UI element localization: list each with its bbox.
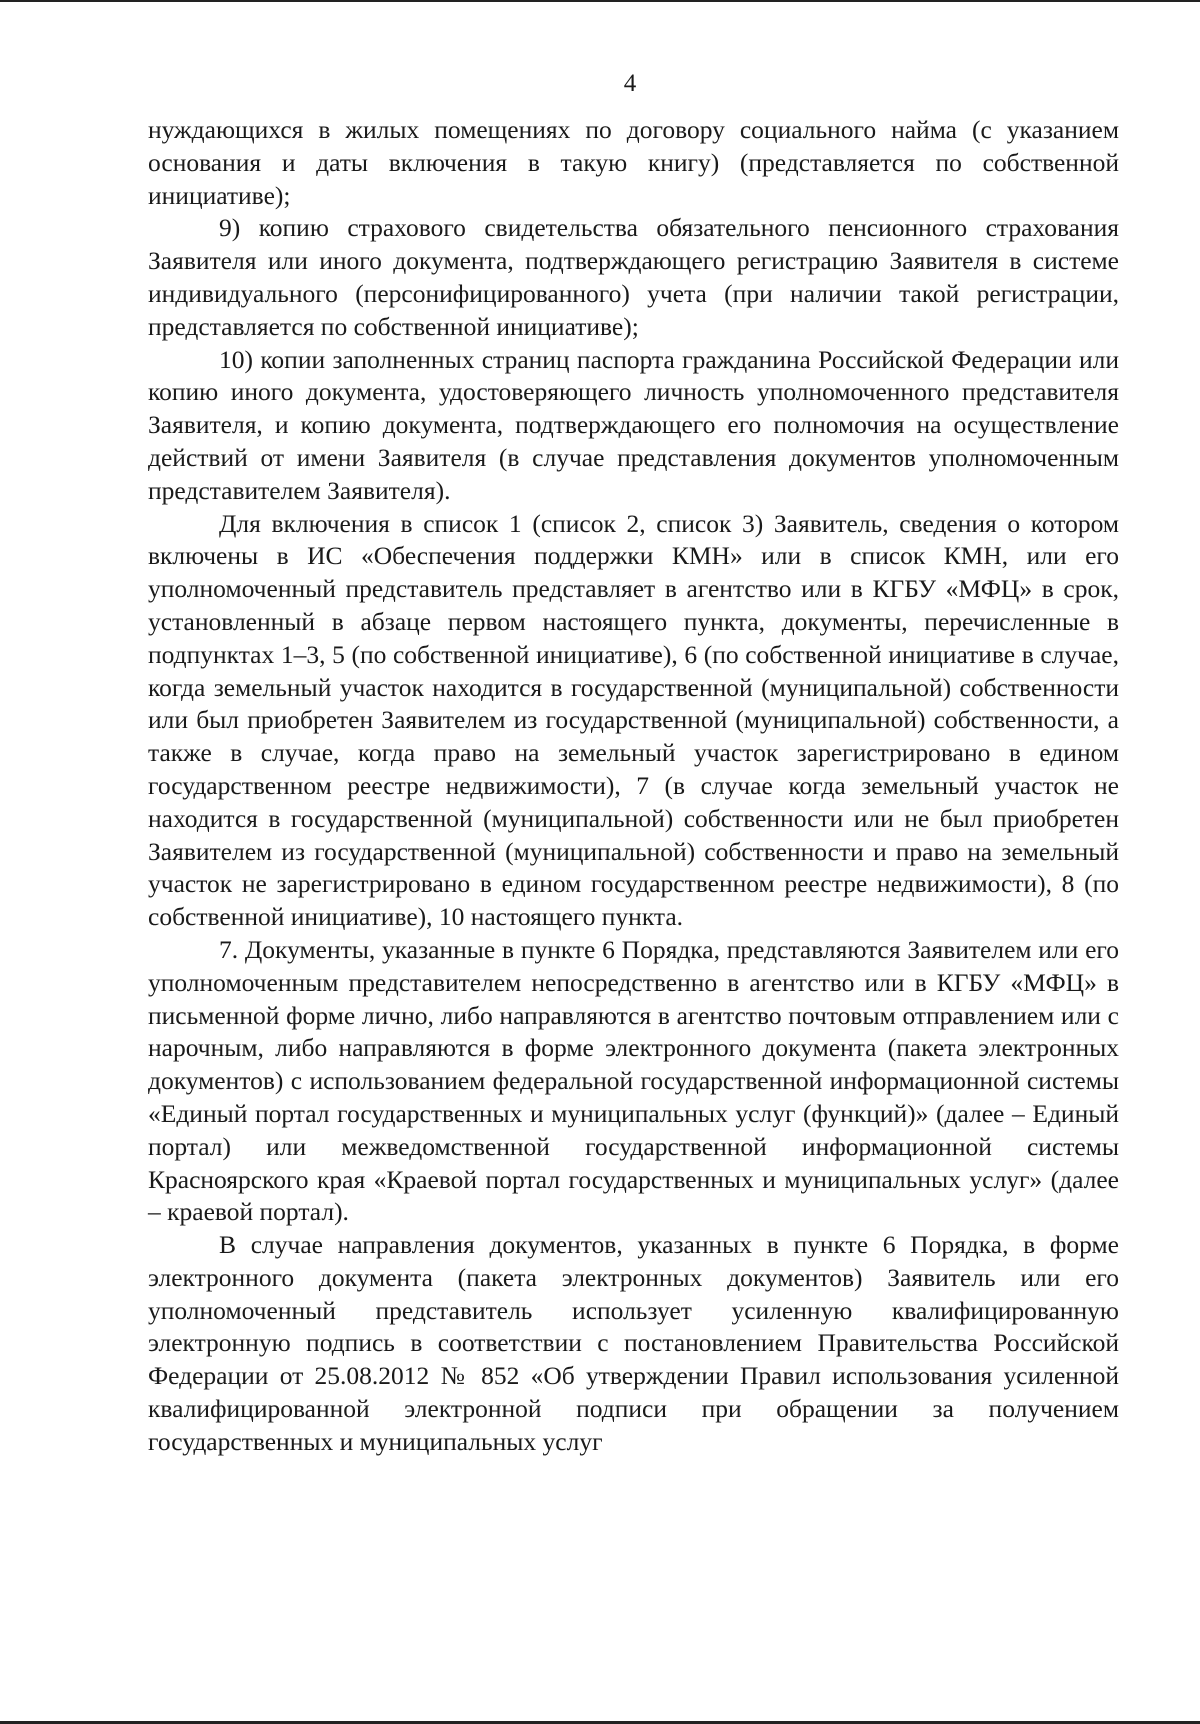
scan-edge-top — [0, 0, 1200, 2]
paragraph-continuation: нуждающихся в жилых помещениях по договору социального найма (с указанием основания и даты включения в такую книгу) (представляется по собственной инициативе); — [148, 115, 1119, 210]
paragraph-item-10: 10) копии заполненных страниц паспорта гражданина Российской Федерации или копию иного документа, удостоверяющего личность уполномоченного представителя Заявителя, и копию документа, подтверждающего его полномочия на осуществление действий от имени Заявителя (в случае представления документов уполномоченным представителем Заявителя). — [148, 344, 1119, 505]
paragraph-electronic-submission: В случае направления документов, указанных в пункте 6 Порядка, в форме электронного документа (пакета электронных документов) Заявитель или его уполномоченный представитель использует усиленную квалифицированную электронную подпись в соответствии с постановлением Правительства Российской Федерации от 25.08.2012 № 852 «Об утверждении Правил использования усиленной квалифицированной электронной подписи при обращении за получением государственных и муниципальных услуг — [148, 1230, 1119, 1456]
paragraph-list-inclusion: Для включения в список 1 (список 2, список 3) Заявитель, сведения о котором включены в ИС «Обеспечения поддержки КМН» или в список КМН, или его уполномоченный представитель представляет в агентство или в КГБУ «МФЦ» в срок, установленный в абзаце первом настоящего пункта, документы, перечисленные в подпунктах 1–3, 5 (по собственной инициативе), 6 (по собственной инициативе в случае, когда земельный участок находится в государственной (муниципальной) собственности или был приобретен Заявителем из государственной (муниципальной) собственности, а также в случае, когда право на земельный участок зарегистрировано в едином государственном реестре недвижимости), 7 (в случае когда земельный участок не находится в государственной (муниципальной) собственности или не был приобретен Заявителем из государственной (муниципальной) собственности и право на земельный участок не зарегистрировано в едином государственном реестре недвижимости), 8 (по собственной инициативе), 10 настоящего пункта. — [148, 508, 1119, 932]
paragraph-item-9: 9) копию страхового свидетельства обязательного пенсионного страхования Заявителя или иного документа, подтверждающего регистрацию Заявителя в системе индивидуального (персонифицированного) учета (при наличии такой регистрации, представляется по собственной инициативе); — [148, 213, 1119, 341]
document-body — [148, 114, 1119, 1459]
paragraph-clause-7: 7. Документы, указанные в пункте 6 Порядка, представляются Заявителем или его уполномоченным представителем непосредственно в агентство или в КГБУ «МФЦ» в письменной форме лично, либо направляются в агентство почтовым отправлением или с нарочным, либо направляются в форме электронного документа (пакета электронных документов) с использованием федеральной государственной информационной системы «Единый портал государственных и муниципальных услуг (функций)» (далее – Единый портал) или межведомственной государственной информационной системы Красноярского края «Краевой портал государственных и муниципальных услуг» (далее – краевой портал). — [148, 934, 1119, 1227]
page-number: 4 — [623, 70, 637, 97]
